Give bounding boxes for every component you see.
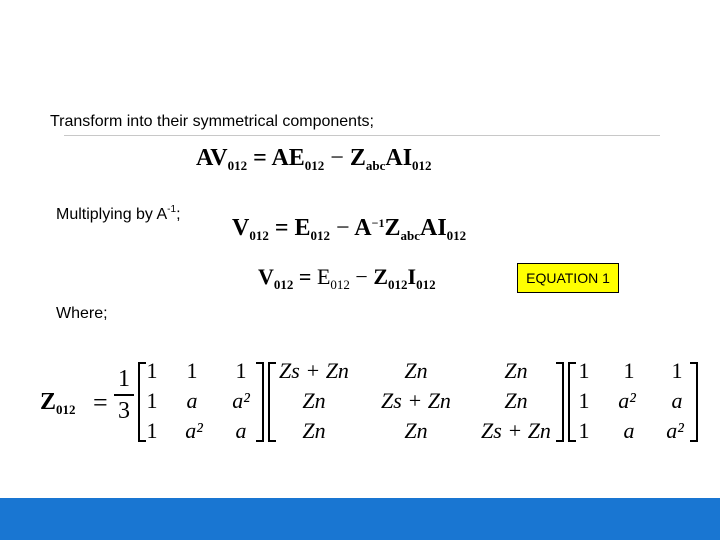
matrix-cell: a bbox=[235, 418, 247, 443]
matrix3-right-bracket bbox=[690, 362, 698, 442]
matrix-cell: 1 bbox=[623, 358, 635, 383]
equation-av012: $AV_{012} = AE_{012} - Z_{abc}AI_{012}$ bbox=[196, 145, 432, 173]
matrix-cell: a² bbox=[185, 418, 203, 443]
z012-equals: = bbox=[93, 388, 108, 417]
matrix-cell: Zn bbox=[504, 358, 528, 383]
matrix-cell: 1 bbox=[671, 358, 683, 383]
section-heading: Transform into their symmetrical components; bbox=[50, 113, 374, 130]
matrix-cell: a bbox=[623, 418, 635, 443]
matrix-cell: a bbox=[671, 388, 683, 413]
matrix-cell: Zs + Zn bbox=[481, 418, 551, 443]
matrix1-right-bracket bbox=[256, 362, 264, 442]
fraction-denominator: 3 bbox=[118, 398, 130, 424]
multiply-label: Multiplying by $A^{-1}$; bbox=[56, 204, 181, 223]
matrix-cell: 1 bbox=[146, 418, 158, 443]
matrix-cell: 1 bbox=[578, 388, 590, 413]
matrix-cell: 1 bbox=[186, 358, 198, 383]
divider bbox=[64, 135, 660, 136]
matrix-cell: Zn bbox=[302, 418, 326, 443]
fraction-one-third bbox=[114, 366, 134, 424]
z012-lhs: $Z_{012}$ bbox=[40, 389, 76, 417]
matrix-cell: 1 bbox=[235, 358, 247, 383]
matrix-cell: 1 bbox=[146, 358, 158, 383]
where-label: Where; bbox=[56, 305, 108, 322]
matrix-cell: Zn bbox=[302, 388, 326, 413]
matrix-cell: Zn bbox=[404, 358, 428, 383]
equation-1-label: EQUATION 1 bbox=[517, 263, 619, 293]
equation-v012-z012: $V_{012} = E_{012} - Z_{012}I_{012}$ bbox=[258, 264, 436, 292]
matrix-cell: a bbox=[186, 388, 198, 413]
matrix-cell: Zs + Zn bbox=[381, 388, 451, 413]
equation-v012-a-inverse: $V_{012} = E_{012} - A^{-1}Z_{abc}AI_{012}$ bbox=[232, 215, 467, 243]
matrix-cell: 1 bbox=[578, 358, 590, 383]
fraction-bar bbox=[114, 394, 134, 396]
matrix-cell: Zn bbox=[504, 388, 528, 413]
matrix-cell: a² bbox=[232, 388, 250, 413]
matrix-cell: Zs + Zn bbox=[279, 358, 349, 383]
footer-bar bbox=[0, 498, 720, 540]
matrix-cell: a² bbox=[666, 418, 684, 443]
matrix2-right-bracket bbox=[556, 362, 564, 442]
matrix-cell: a² bbox=[618, 388, 636, 413]
fraction-numerator: 1 bbox=[118, 366, 130, 392]
matrix-cell: Zn bbox=[404, 418, 428, 443]
matrix-cell: 1 bbox=[578, 418, 590, 443]
matrix-cell: 1 bbox=[146, 388, 158, 413]
